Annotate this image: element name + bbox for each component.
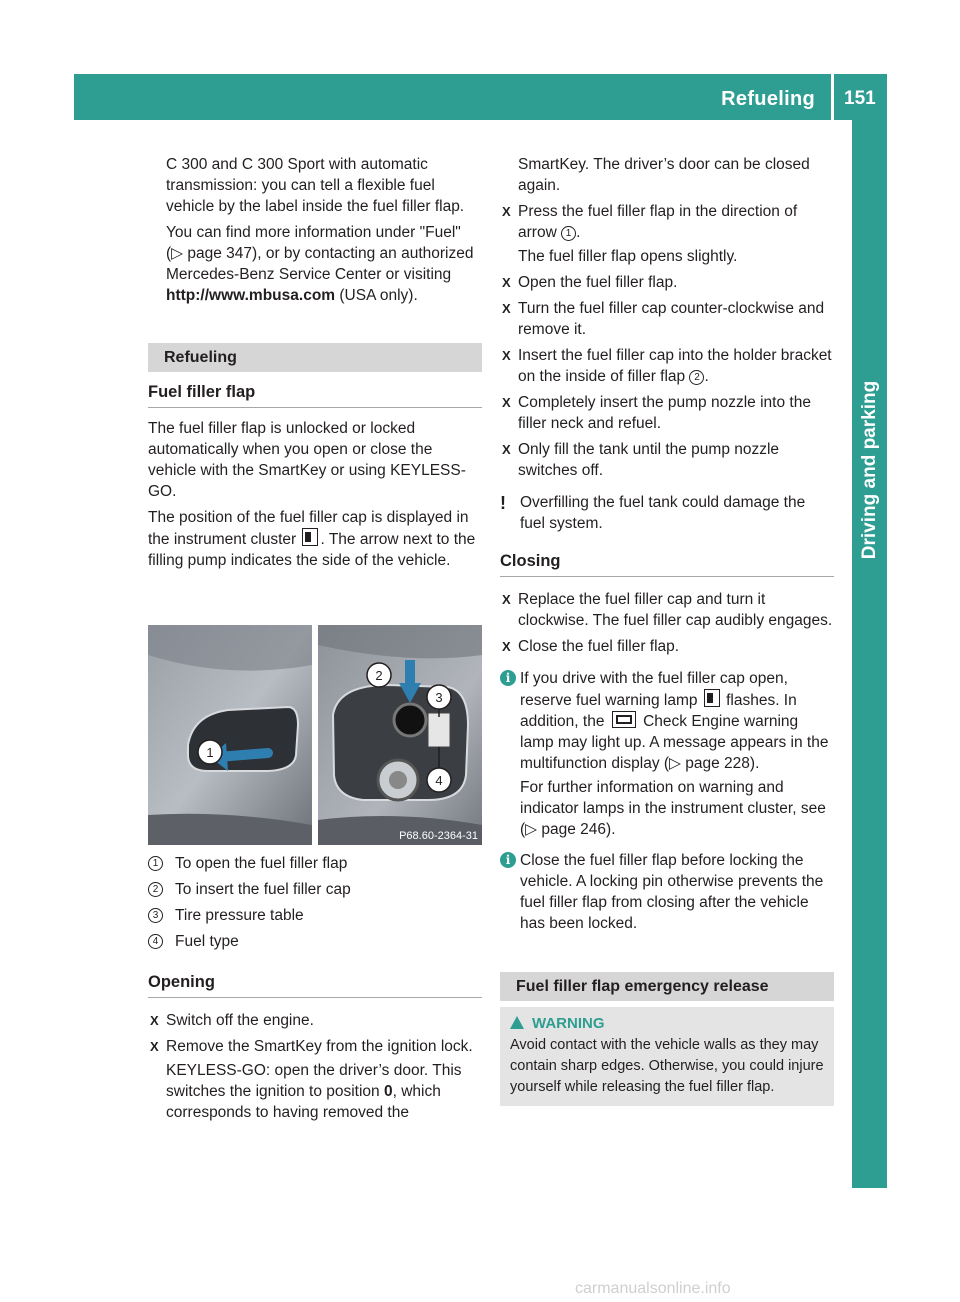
step-text: Turn the fuel filler cap counter-clockwise and remove it. xyxy=(518,300,825,338)
x-mark-icon: X xyxy=(502,592,511,607)
step-text: Open the fuel filler flap. xyxy=(518,274,678,291)
check-engine-icon xyxy=(612,711,636,728)
mbusa-url-link[interactable]: http://www.mbusa.com xyxy=(166,287,336,304)
section-heading-emergency-release: Fuel filler flap emergency release xyxy=(500,972,834,1001)
intro-text: You can find more information under "Fuel" ( xyxy=(166,224,461,262)
step-text: Completely insert the pump nozzle into the filler neck and refuel. xyxy=(518,394,811,432)
intro-paragraph-1: C 300 and C 300 Sport with automatic transmission: you can tell a flexible fuel vehicle by the label inside the fuel filler flap. xyxy=(166,156,465,215)
step-result: The fuel filler flap opens slightly. xyxy=(518,248,738,265)
opening-step-2 xyxy=(148,1036,482,1123)
flap-paragraph-1: The fuel filler flap is unlocked or locked automatically when you open or close the vehicle with the SmartKey or using KEYLESS-GO. xyxy=(148,420,466,500)
legend-number: 2 xyxy=(148,882,163,897)
info-icon: i xyxy=(500,670,516,686)
x-mark-icon: X xyxy=(502,395,511,410)
closing-step-2 xyxy=(500,636,834,657)
flap-number: 2 xyxy=(689,370,704,385)
caution-text: Overfilling the fuel tank could damage the fuel system. xyxy=(520,494,806,532)
legend-number: 4 xyxy=(148,934,163,949)
x-mark-icon: X xyxy=(150,1013,159,1028)
opening-step-7 xyxy=(500,392,834,434)
subheading-closing: Closing xyxy=(500,550,834,577)
right-column xyxy=(500,154,834,1106)
warning-box xyxy=(500,1007,834,1106)
step-text-end: . xyxy=(704,368,709,385)
warning-header xyxy=(510,1013,824,1035)
page-number: 151 xyxy=(844,88,876,109)
svg-text:2: 2 xyxy=(375,668,383,683)
svg-text:1: 1 xyxy=(206,745,214,760)
legend-text: Fuel type xyxy=(175,933,239,950)
x-mark-icon: X xyxy=(502,301,511,316)
detail-text-b: , which corresponds to having removed the xyxy=(166,1083,441,1121)
figure-legend xyxy=(148,853,482,952)
legend-text: To insert the fuel filler cap xyxy=(175,881,351,898)
legend-text: To open the fuel filler flap xyxy=(175,855,348,872)
side-tab-label: Driving and parking xyxy=(859,380,880,560)
flap-text-b: . The arrow next to the filling pump indicates the side of the vehicle. xyxy=(148,531,476,569)
fuel-filler-flap-figure xyxy=(148,625,482,845)
intro-paragraph-2 xyxy=(148,222,482,306)
step-text: Switch off the engine. xyxy=(166,1012,314,1029)
flap-text-a: The position of the fuel filler cap is displayed in the instrument cluster xyxy=(148,509,469,548)
svg-text:3: 3 xyxy=(435,690,443,705)
info-note-2 xyxy=(500,850,834,934)
opening-step-8 xyxy=(500,439,834,481)
legend-text: Tire pressure table xyxy=(175,907,304,924)
x-mark-icon: X xyxy=(502,442,511,457)
fuel-pump-icon xyxy=(704,689,720,707)
step-text: Press the fuel filler flap in the direction of arrow xyxy=(518,203,798,241)
warning-triangle-icon xyxy=(510,1016,524,1029)
step-text: Remove the SmartKey from the ignition lock. xyxy=(166,1038,473,1055)
step-text: Only fill the tank until the pump nozzle switches off. xyxy=(518,441,780,479)
section-heading-refueling: Refueling xyxy=(148,343,482,372)
warning-title: WARNING xyxy=(532,1015,605,1032)
side-tab-marker xyxy=(852,1140,887,1188)
header-separator xyxy=(831,74,834,120)
step-text: Replace the fuel filler cap and turn it clockwise. The fuel filler cap audibly engages. xyxy=(518,591,833,629)
step-text: Insert the fuel filler cap into the holder bracket on the inside of filler flap xyxy=(518,347,832,385)
subheading-opening: Opening xyxy=(148,971,482,998)
opening-step-1 xyxy=(148,1010,482,1031)
info-note-1 xyxy=(500,668,834,840)
ignition-position: 0 xyxy=(383,1083,393,1100)
page-reference-link[interactable]: ▷ page 228). xyxy=(669,755,760,772)
subheading-fuel-filler-flap: Fuel filler flap xyxy=(148,381,482,408)
legend-item-1 xyxy=(148,853,482,874)
flap-paragraph-2 xyxy=(148,507,482,571)
page-reference-link[interactable]: ▷ page 347), or by contacting an authorized Mercedes-Benz Service Center or visiting xyxy=(166,245,474,283)
legend-number: 1 xyxy=(148,856,163,871)
x-mark-icon: X xyxy=(502,204,511,219)
info-text-a: If you drive with the fuel filler cap open, reserve fuel warning lamp xyxy=(520,670,788,709)
opening-step-4 xyxy=(500,272,834,293)
info-text-c: Check Engine warning lamp may light up. A message appears in the multifunction display ( xyxy=(520,713,829,772)
legend-number: 3 xyxy=(148,908,163,923)
page-title: Refueling xyxy=(721,88,815,110)
intro-text-end: (USA only). xyxy=(335,287,418,304)
svg-text:4: 4 xyxy=(435,773,443,788)
info-paragraph-2: For further information on warning and indicator lamps in the instrument cluster, see (▷ page 246). xyxy=(520,779,826,838)
left-column-lower xyxy=(148,853,482,1128)
step-text-end: . xyxy=(576,224,581,241)
info-text: Close the fuel filler flap before locking the vehicle. A locking pin otherwise prevents the fuel filler flap from closing after the vehicle has been locked. xyxy=(520,852,824,932)
info-text-b: flashes. In addition, the xyxy=(520,692,797,730)
x-mark-icon: X xyxy=(150,1039,159,1054)
x-mark-icon: X xyxy=(502,639,511,654)
legend-item-3 xyxy=(148,905,482,926)
opening-step-6 xyxy=(500,345,834,387)
closing-step-1 xyxy=(500,589,834,631)
caution-note xyxy=(500,492,834,534)
x-mark-icon: X xyxy=(502,348,511,363)
opening-step-5 xyxy=(500,298,834,340)
warning-text: Avoid contact with the vehicle walls as they may contain sharp edges. Otherwise, you could injure yourself while releasing the fuel filler flap. xyxy=(510,1037,824,1095)
figure-id: P68.60-2364-31 xyxy=(399,830,478,842)
continued-text: SmartKey. The driver’s door can be closed again. xyxy=(518,156,810,194)
x-mark-icon: X xyxy=(502,275,511,290)
legend-item-4 xyxy=(148,931,482,952)
arrow-number: 1 xyxy=(561,226,576,241)
fuel-pump-icon xyxy=(302,528,318,546)
exclamation-icon: ! xyxy=(500,493,506,513)
side-tab xyxy=(852,120,887,1140)
opening-step-3 xyxy=(500,201,834,267)
left-column xyxy=(148,154,482,576)
info-icon: i xyxy=(500,852,516,868)
detail-text-a: KEYLESS-GO: open the driver’s door. This switches the ignition to position xyxy=(166,1062,462,1100)
step-text: Close the fuel filler flap. xyxy=(518,638,680,655)
legend-item-2 xyxy=(148,879,482,900)
opening-step-2-detail xyxy=(166,1060,482,1123)
footer-watermark: carmanualsonline.info xyxy=(575,1280,731,1297)
